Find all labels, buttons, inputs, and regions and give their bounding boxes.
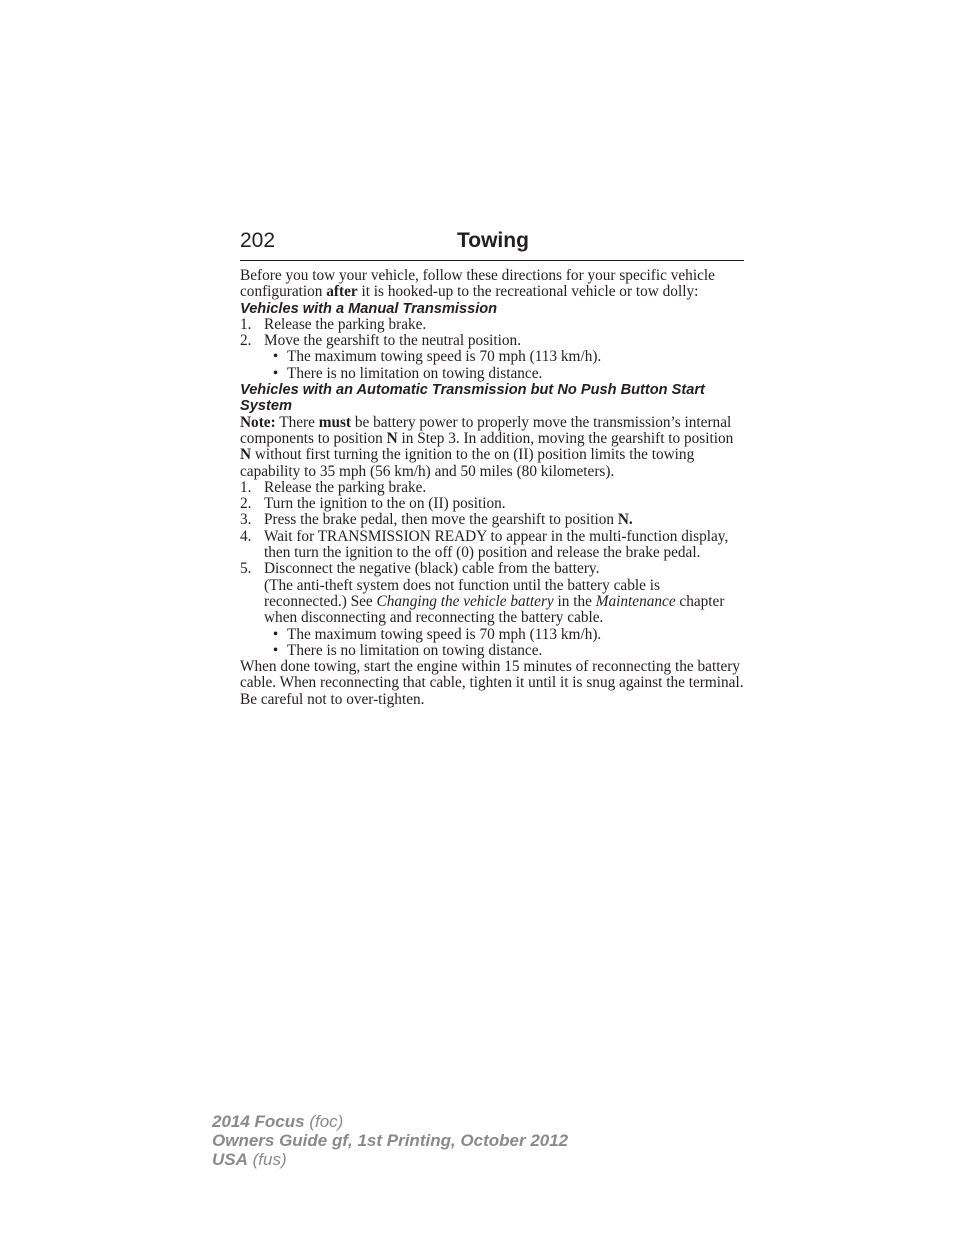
- list-item: 2. Move the gearshift to the neutral position.: [240, 332, 522, 350]
- emphasis-after: after: [326, 283, 358, 301]
- manual-transmission-heading: Vehicles with a Manual Transmission: [240, 300, 498, 317]
- page-footer: [212, 1112, 568, 1169]
- page-title: Towing: [457, 229, 529, 252]
- bullet-item: • The maximum towing speed is 70 mph (113 km/h).: [240, 349, 746, 365]
- bullet-icon: [264, 349, 287, 365]
- list-item: 1. Release the parking brake.: [240, 315, 427, 333]
- battery-reference-link: Changing the vehicle battery: [376, 592, 554, 610]
- page-body: [240, 268, 746, 708]
- list-item: 4. Wait for TRANSMISSION READY to appear in the multi-function display, then turn the ignition to the off (0) position and release the brake pedal.: [240, 527, 729, 562]
- note-label: Note:: [240, 413, 276, 431]
- bullet-icon: [264, 627, 287, 643]
- footer-market-line: USA (fus): [212, 1150, 287, 1169]
- bullet-item: • There is no limitation on towing distance.: [240, 366, 746, 382]
- closing-paragraph: When done towing, start the engine within 15 minutes of reconnecting the battery cable. When reconnecting that cable, tighten it until it is snug against the terminal. Be careful not to over-tighten.: [240, 658, 744, 708]
- automatic-transmission-heading: Vehicles with an Automatic Transmission but No Push Button Start System: [240, 382, 705, 415]
- note-paragraph: Note: There must be battery power to properly move the transmission’s internal components to position N in Step 3. In addition, moving the gearshift to position N without first turning the ignition to the on (II) position limits the towing capability to 35 mph (56 km/h) and 50 miles (80 kilometers).: [240, 413, 734, 480]
- bullet-item: • There is no limitation on towing distance.: [240, 643, 746, 659]
- list-item: 2. Turn the ignition to the on (II) position.: [240, 495, 506, 513]
- list-item: 5. Disconnect the negative (black) cable from the battery. (The anti-theft system does not function until the battery cable is reconnected.) See Changing the vehicle battery in the Maintenance chapter when disconnecting and reconnecting the battery cable.: [240, 560, 725, 627]
- bullet-icon: [264, 366, 287, 382]
- list-item: 3. Press the brake pedal, then move the gearshift to position N.: [240, 511, 633, 529]
- bullet-item: • The maximum towing speed is 70 mph (113 km/h).: [240, 627, 746, 643]
- footer-edition-line: Owners Guide gf, 1st Printing, October 2012: [212, 1131, 569, 1150]
- page-number: 202: [240, 229, 276, 252]
- footer-model-line: 2014 Focus (foc): [212, 1112, 344, 1131]
- page-header: [240, 228, 744, 261]
- bullet-icon: [264, 643, 287, 659]
- list-item: 1. Release the parking brake.: [240, 478, 427, 496]
- chapter-reference: Maintenance: [595, 592, 676, 610]
- intro-paragraph: Before you tow your vehicle, follow these directions for your specific vehicle configuration after it is hooked-up to the recreational vehicle or tow dolly:: [240, 267, 715, 301]
